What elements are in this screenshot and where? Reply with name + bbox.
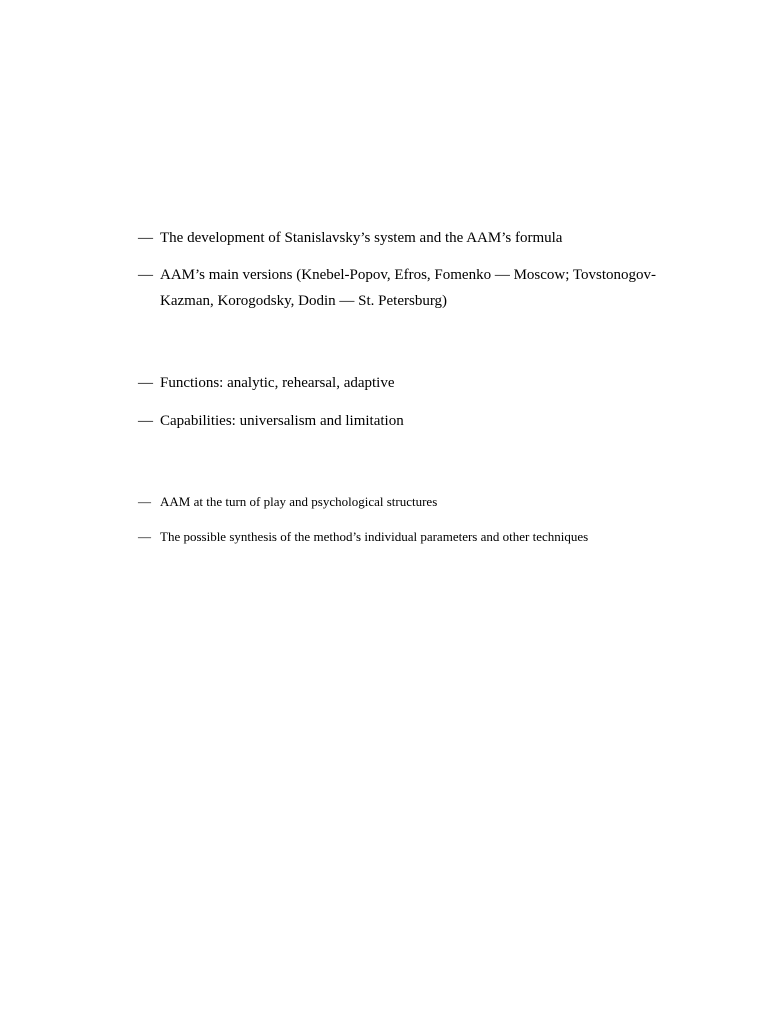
list-item	[138, 262, 698, 314]
list-item	[138, 528, 698, 546]
em-dash-bullet: —	[138, 375, 153, 391]
em-dash-bullet: —	[138, 230, 153, 246]
list-item-text: AAM’s main versions (Knebel-Popov, Efros, Fomenko — Moscow; Tovstonogov-Kazman, Korogodsky, Dodin — St. Petersburg)	[160, 267, 657, 309]
list-item-text: Functions: analytic, rehearsal, adaptive	[160, 375, 395, 391]
list-item-text: AAM at the turn of play and psychological structures	[160, 494, 438, 509]
em-dash-bullet: —	[138, 529, 151, 544]
list-item-text: Capabilities: universalism and limitation	[160, 413, 404, 429]
em-dash-bullet: —	[138, 494, 151, 509]
list-item	[138, 408, 698, 434]
em-dash-bullet: —	[138, 267, 153, 283]
list-item-text: The development of Stanislavsky’s system and the AAM’s formula	[160, 230, 563, 246]
list-item	[138, 225, 698, 251]
list-item-text: The possible synthesis of the method’s individual parameters and other techniques	[160, 529, 589, 544]
list-item	[138, 493, 698, 511]
list-item	[138, 370, 698, 396]
em-dash-bullet: —	[138, 413, 153, 429]
